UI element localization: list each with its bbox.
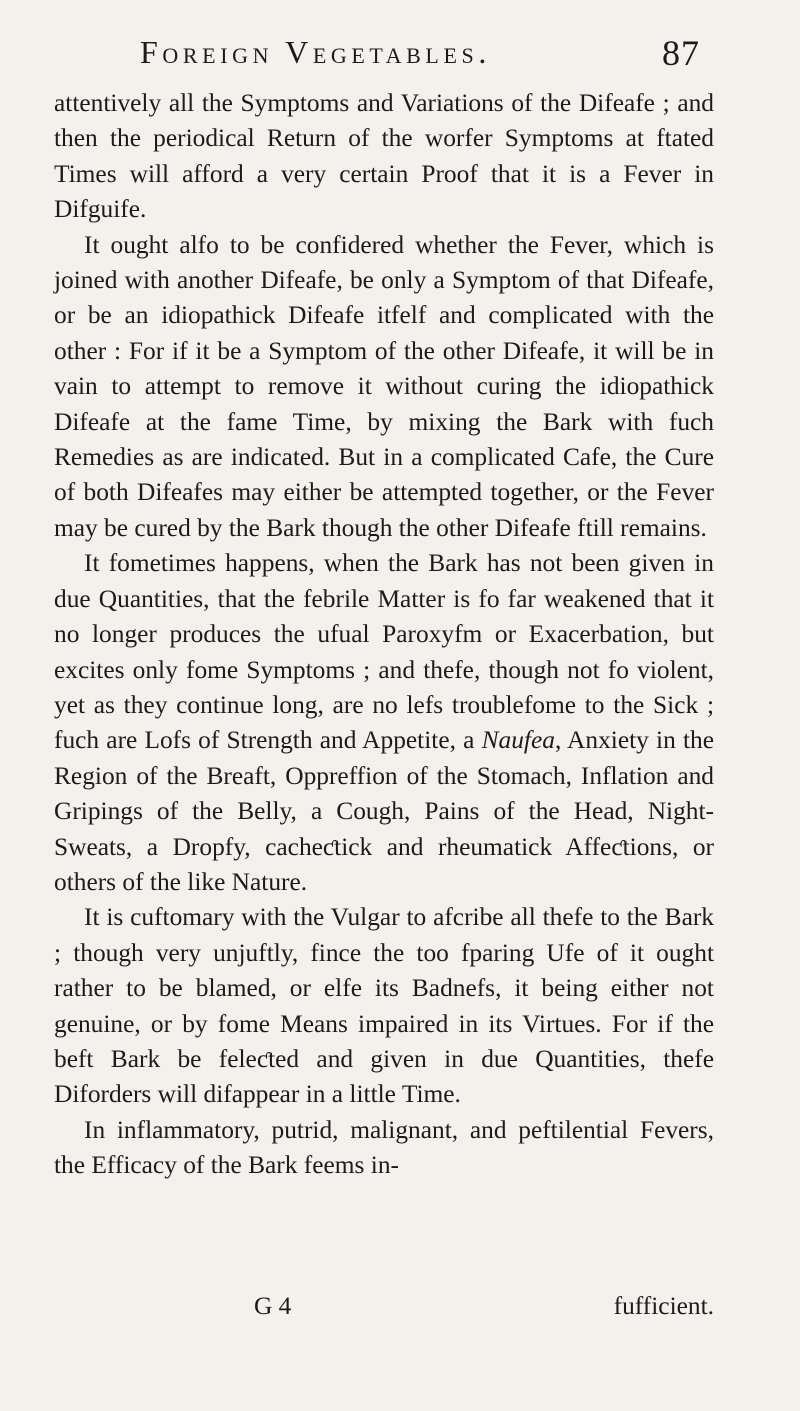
running-head: Foreign Vegetables. [140, 34, 491, 70]
paragraph-3 [54, 546, 714, 900]
signature-mark: G 4 [254, 1292, 292, 1320]
page-footer [54, 1292, 714, 1328]
paragraph-5: In inflammatory, putrid, malignant, and peftilential Fevers, the Efficacy of the Bark feems in- [54, 1115, 714, 1180]
body-text [54, 86, 714, 1184]
page-number: 87 [662, 33, 700, 73]
italic-term: Naufea [481, 726, 555, 755]
catchword: fufficient. [613, 1292, 714, 1320]
paragraph-3-text-b: , Anxiety in the Region of the Breaft, Oppreffion of the Stomach, Inflation and Gripings of the Belly, a Cough, Pains of the Head, Night-Sweats, a Dropfy, cacheƈtick and rheumatick Affeƈtions, or others of the like Nature. [54, 726, 714, 896]
paragraph-3-text-a: It fometimes happens, when the Bark has not been given in due Quantities, that the febrile Matter is fo far weakened that it no longer produces the ufual Paroxyfm or Exacerbation, but excites only fome Symptoms ; and thefe, though not fo violent, yet as they continue long, are no lefs troublefome to the Sick ; fuch are Lofs of Strength and Appetite, a [54, 549, 714, 755]
paragraph-4: It is cuftomary with the Vulgar to afcribe all thefe to the Bark ; though very unjuftly, fince the too fparing Ufe of it ought rather to be blamed, or elfe its Badnefs, it being either not genuine, or by fome Means impaired in its Virtues. For if the beft Bark be feleƈted and given in due Quantities, thefe Diforders will difappear in a little Time. [54, 903, 714, 1109]
paragraph-1: attentively all the Symptoms and Variations of the Difeafe ; and then the periodical Return of the worfer Symptoms at ftated Times will afford a very certain Proof that it is a Fever in Difguife. [54, 89, 714, 224]
page-header [140, 34, 700, 84]
paragraph-2: It ought alfo to be confidered whether the Fever, which is joined with another Difeafe, be only a Symptom of that Difeafe, or be an idiopathick Difeafe itfelf and complicated with the other : For if it be a Symptom of the other Difeafe, it will be in vain to attempt to remove it without curing the idiopathick Difeafe at the fame Time, by mixing the Bark with fuch Remedies as are indicated. But in a complicated Cafe, the Cure of both Difeafes may either be attempted together, or the Fever may be cured by the Bark though the other Difeafe ftill remains. [54, 230, 714, 542]
